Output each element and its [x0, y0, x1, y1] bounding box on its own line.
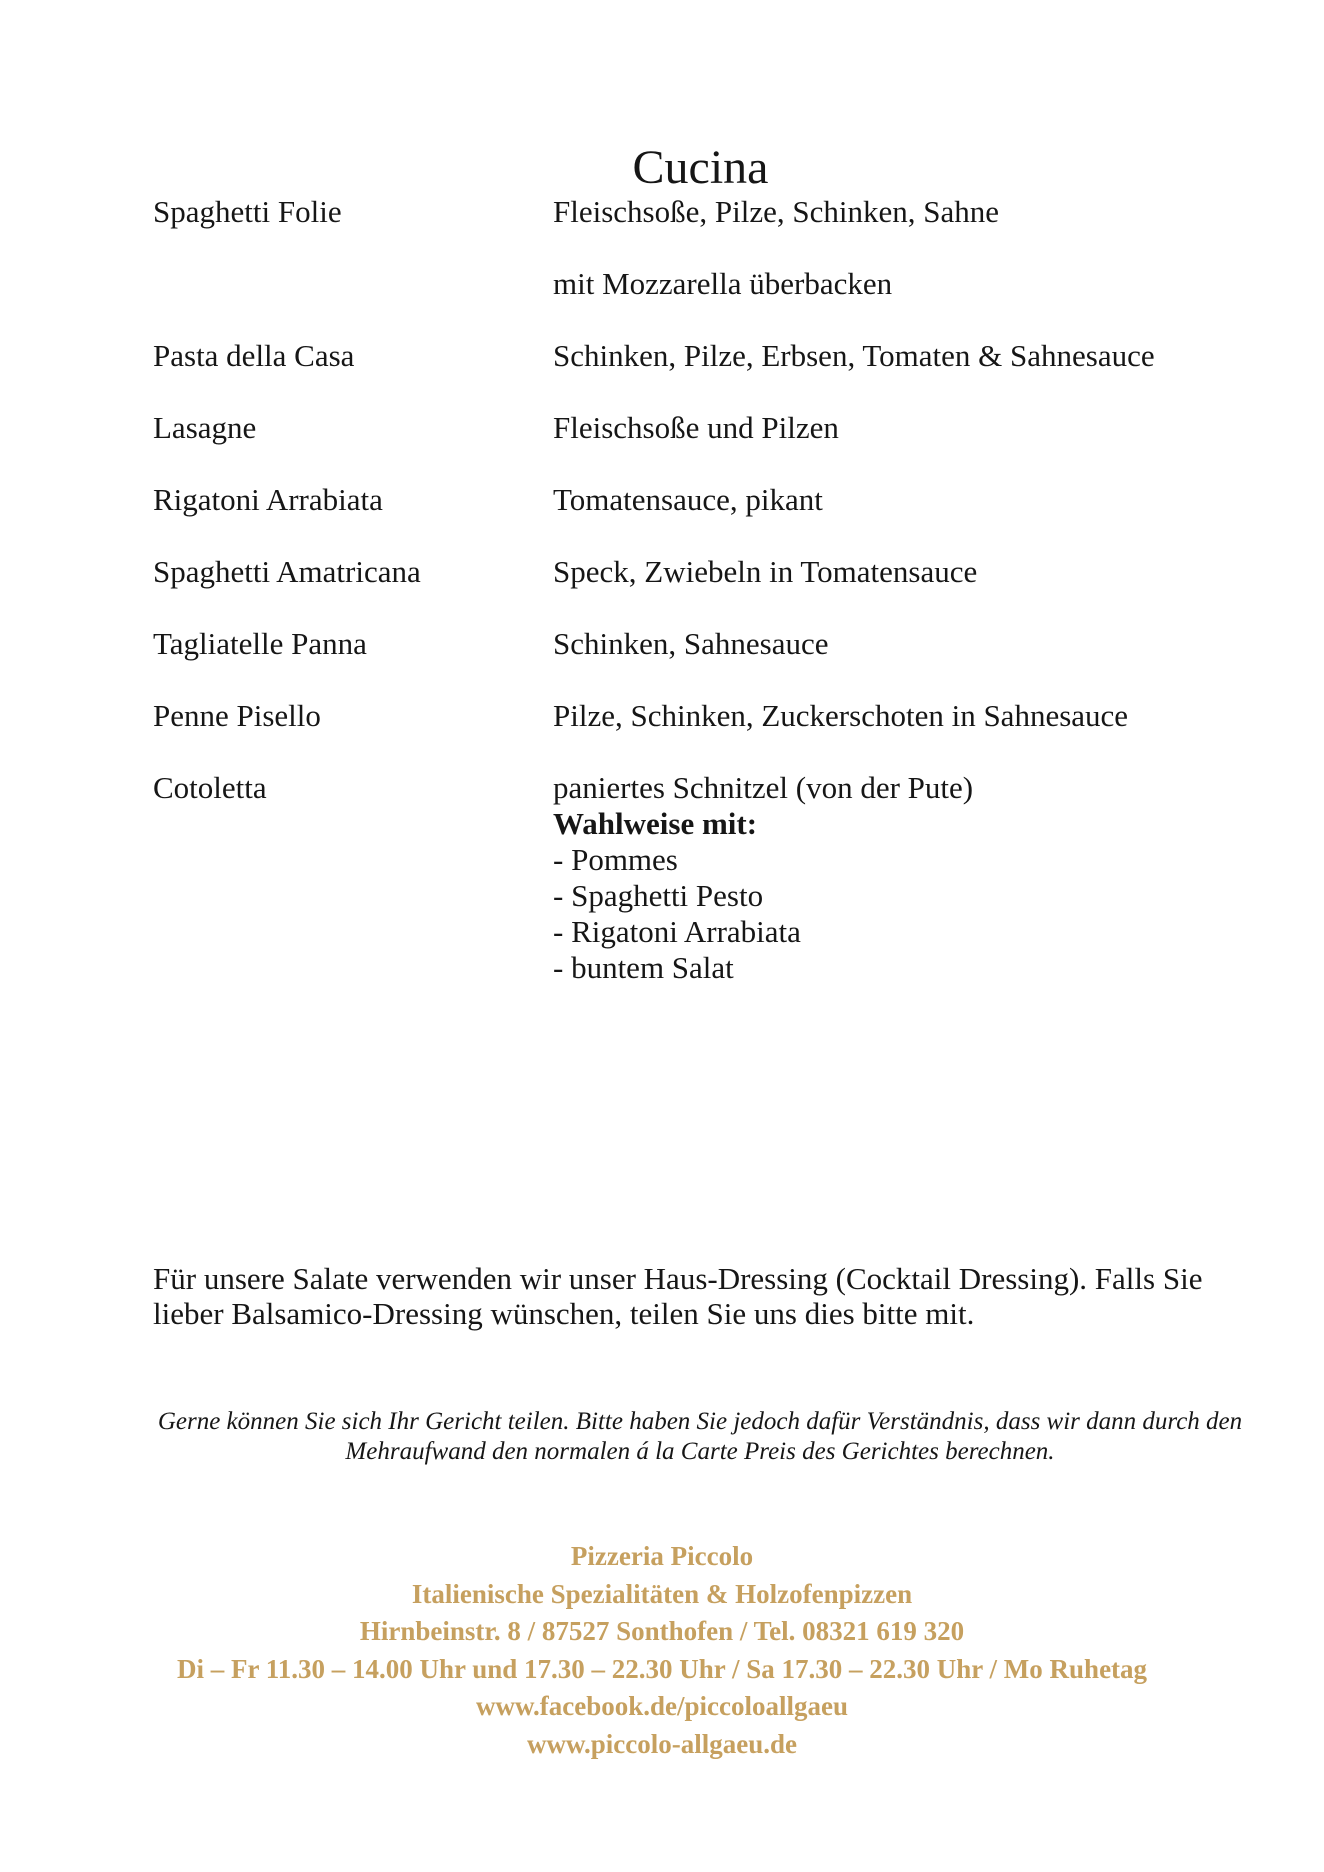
website-url[interactable]: www.piccolo-allgaeu.de — [527, 1728, 797, 1759]
sharing-note: Gerne können Sie sich Ihr Gericht teilen. Bitte haben Sie jedoch dafür Verständnis, dass wir dann durch den Mehraufwand den normalen á la Carte Preis des Gerichtes berechnen. — [157, 1408, 1243, 1465]
dish-description — [553, 554, 1258, 590]
dish-option: - Rigatoni Arrabiata — [553, 914, 801, 949]
dish-desc-text: Tomatensauce, pikant — [553, 482, 823, 517]
facebook-url[interactable]: www.facebook.de/piccoloallgaeu — [476, 1691, 848, 1721]
opening-hours: Di – Fr 11.30 – 14.00 Uhr und 17.30 – 22.30 Uhr / Sa 17.30 – 22.30 Uhr / Mo Ruhetag — [176, 1653, 1148, 1684]
dish-name: Spaghetti Folie — [153, 194, 342, 229]
dressing-note: Für unsere Salate verwenden wir unser Haus-Dressing (Cocktail Dressing). Falls Sie lieber Balsamico-Dressing wünschen, teilen Sie uns dies bitte mit. — [153, 1261, 1203, 1331]
restaurant-tagline: Italienische Spezialitäten & Holzofenpizzen — [411, 1578, 913, 1609]
dish-option: - Pommes — [553, 842, 678, 877]
page-title: Cucina — [632, 141, 769, 195]
dish-description — [553, 482, 1258, 518]
dish-name: Rigatoni Arrabiata — [153, 482, 383, 517]
dish-desc-text: mit Mozzarella überbacken — [553, 266, 893, 301]
dish-description — [553, 770, 1258, 986]
dish-name: Penne Pisello — [153, 698, 321, 733]
restaurant-name: Pizzeria Piccolo — [570, 1541, 754, 1571]
dish-desc-text: Schinken, Sahnesauce — [553, 626, 829, 661]
dish-description — [553, 338, 1258, 374]
menu-list — [153, 194, 1258, 986]
dish-option: - Spaghetti Pesto — [553, 878, 764, 913]
footer — [0, 1538, 1324, 1763]
dish-description — [553, 698, 1258, 734]
dish-desc-text: Speck, Zwiebeln in Tomatensauce — [553, 554, 978, 589]
dish-description — [553, 266, 1258, 302]
dish-name — [153, 266, 553, 302]
dish-desc-text: Schinken, Pilze, Erbsen, Tomaten & Sahnesauce — [553, 338, 1155, 373]
dish-name: Spaghetti Amatricana — [153, 554, 421, 589]
dish-desc-text: Fleischsoße, Pilze, Schinken, Sahne — [553, 194, 999, 229]
dish-description — [553, 410, 1258, 446]
dish-name: Tagliatelle Panna — [153, 626, 367, 661]
dish-description — [553, 194, 1258, 230]
restaurant-address-phone: Hirnbeinstr. 8 / 87527 Sonthofen / Tel. 08321 619 320 — [359, 1616, 965, 1646]
dish-desc-text: paniertes Schnitzel (von der Pute) — [553, 770, 974, 805]
dish-description — [553, 626, 1258, 662]
dish-desc-text: Pilze, Schinken, Zuckerschoten in Sahnesauce — [553, 698, 1129, 733]
dish-name: Lasagne — [153, 410, 257, 445]
dish-desc-text: Fleischsoße und Pilzen — [553, 410, 839, 445]
dish-options-heading: Wahlweise mit: — [553, 806, 758, 841]
dish-name: Pasta della Casa — [153, 338, 355, 373]
dish-option: - buntem Salat — [553, 950, 734, 985]
dish-name: Cotoletta — [153, 770, 267, 805]
